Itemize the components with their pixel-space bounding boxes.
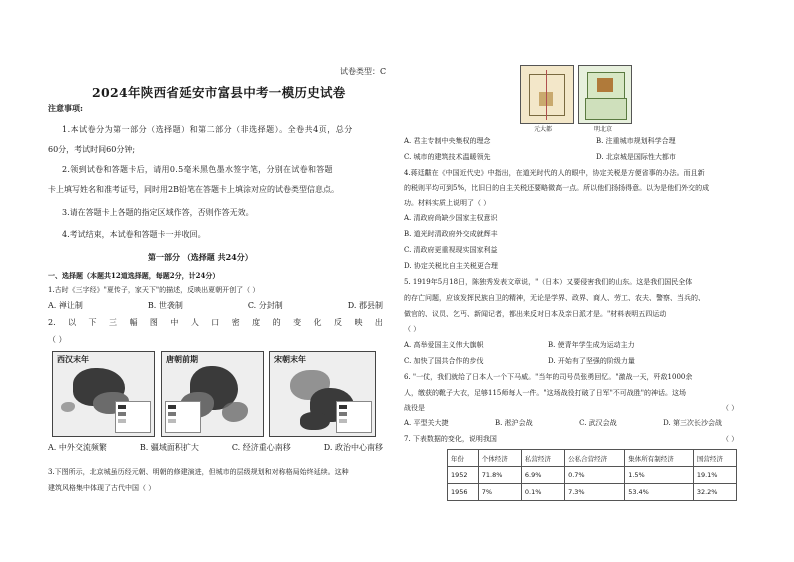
q1-option-c: C. 分封制 <box>247 301 283 310</box>
q2-stem-char: 反 <box>333 318 342 327</box>
q5-option-d: D. 开始有了坚强的阶级力量 <box>548 357 635 365</box>
q2-stem-char: 2. <box>48 318 56 327</box>
map-label-early-tang: 唐朝前期 <box>166 355 198 364</box>
page-title: 2024年陕西省延安市富县中考一模历史试卷 <box>92 85 346 100</box>
map-label-western-han: 西汉末年 <box>57 355 89 364</box>
q1-option-d: D. 郡县制 <box>347 301 383 310</box>
q4-option-d: D. 协定关税比自主关税更合理 <box>404 262 498 270</box>
q2-stem-char: 出 <box>374 318 383 327</box>
q6-stem-line3: 战役是 <box>404 404 425 412</box>
table-header-cell: 国营经济 <box>693 450 736 467</box>
table-cell: 19.1% <box>693 467 736 484</box>
q2-stem-char: 度 <box>252 318 261 327</box>
q1-stem: 1.古时《三字经》"夏传子，家天下"的描述，反映出夏朝开创了（ ） <box>48 286 260 294</box>
q6-stem-line1: 6. "一仗，我们就给了日本人一个下马威。"当年的司号员张勇回忆。"激战一天，歼敌1000余 <box>404 373 693 381</box>
q2-option-a: A. 中外交流频繁 <box>48 443 107 452</box>
q2-options <box>48 442 383 453</box>
note-3: 3.请在答题卡上各题的指定区域作答，否则作答无效。 <box>62 208 254 217</box>
q2-paren: （ ） <box>48 335 67 344</box>
table-header-cell: 个体经济 <box>478 450 521 467</box>
q2-stem-char: 口 <box>211 318 220 327</box>
image-label-yuan-dadu: 元大都 <box>534 126 553 133</box>
q4-stem-line3: 功。材料实质上说明了（ ） <box>404 199 491 207</box>
q4-option-c: C. 清政府更重视现实国家利益 <box>404 246 498 254</box>
q4-option-b: B. 道光时清政府外交成就辉丰 <box>404 230 498 238</box>
q2-option-b: B. 疆域面积扩大 <box>139 443 199 452</box>
table-cell: 1956 <box>448 484 479 501</box>
image-ming-beijing <box>578 65 632 124</box>
q2-option-c: C. 经济重心南移 <box>231 443 291 452</box>
map-legend <box>165 401 201 433</box>
table-cell: 1952 <box>448 467 479 484</box>
map-legend <box>336 401 372 433</box>
table-cell: 0.7% <box>565 467 625 484</box>
image-label-ming-beijing: 明北京 <box>594 126 613 133</box>
q3-stem-line2: 建筑风格集中体现了古代中国（ ） <box>48 484 156 492</box>
table-header-cell: 集体所有制经济 <box>625 450 694 467</box>
q4-option-a: A. 清政府尚缺少国家主权意识 <box>404 214 498 222</box>
table-cell: 32.2% <box>693 484 736 501</box>
q1-option-a: A. 禅让制 <box>48 301 83 310</box>
q2-stem-char: 的 <box>272 318 281 327</box>
q5-stem-line2: 的存亡问题，应该发挥民族自卫的精神，无论是学界、政界、商人、劳工、农夫、警察、当兵的、 <box>404 294 705 302</box>
q3-option-c: C. 城市的建筑技术温暖领先 <box>404 153 491 161</box>
image-yuan-dadu <box>520 65 574 124</box>
q2-stem-char: 以 <box>68 318 77 327</box>
q4-stem-line1: 4.蒋廷黻在《中国近代史》中指出，在道光时代的人的眼中，协定关税是方便省事的办法。而且新 <box>404 169 705 177</box>
q2-stem-char: 中 <box>170 318 179 327</box>
q1-options <box>48 300 383 311</box>
table-row <box>448 467 737 484</box>
map-late-song <box>269 351 376 437</box>
q1-option-b: B. 世袭制 <box>147 301 183 310</box>
q6-stem-line2: 人，缴获的靴子大衣，足够115师每人一件。"这场战役打破了日军"不可战胜"的神话。这场 <box>404 389 687 397</box>
part1-heading: 第一部分 （选择题 共24分） <box>148 252 253 262</box>
q2-stem-char: 密 <box>231 318 240 327</box>
q6-option-d: D. 第三次长沙会战 <box>663 419 722 427</box>
q2-option-d: D. 政治中心南移 <box>323 443 383 452</box>
q5-option-c: C. 加快了国共合作的步伐 <box>404 357 484 365</box>
table-cell: 7.3% <box>565 484 625 501</box>
q5-option-b: B. 使青年学生成为运动主力 <box>548 341 635 349</box>
q5-stem-line3: 做官的、议员、乞丐、新闻记者，都出来反对日本及亲日派才是。"材料表明五四运动 <box>404 310 667 318</box>
q6-option-c: C. 武汉会战 <box>579 419 617 427</box>
map-label-late-song: 宋朝末年 <box>274 355 306 364</box>
note-1a: 1.本试卷分为第一部分（选择题）和第二部分（非选择题）。全卷共4页，总分 <box>62 125 353 134</box>
q3-option-d: D. 北京城是国际性大都市 <box>596 153 676 161</box>
map-western-han <box>52 351 155 437</box>
table-header-cell: 年份 <box>448 450 479 467</box>
q2-stem-char: 人 <box>190 318 199 327</box>
q6-paren: （ ） <box>722 404 739 412</box>
note-1b: 60分，考试时间60分钟; <box>48 145 136 154</box>
economy-table <box>447 449 737 501</box>
note-2b: 卡上填写姓名和准考证号，同时用2B铅笔在答题卡上填涂对应的试卷类型信息点。 <box>48 185 339 194</box>
map-legend <box>115 401 151 433</box>
table-cell: 7% <box>478 484 521 501</box>
note-4: 4.考试结束，本试卷和答题卡一并收回。 <box>62 230 206 239</box>
q6-option-b: B. 淞沪会战 <box>495 419 533 427</box>
part1-subheading: 一、选择题（本题共12道选择题，每题2分，计24分） <box>48 271 220 280</box>
table-cell: 0.1% <box>521 484 564 501</box>
q5-stem-line1: 5. 1919年5月18日，陈独秀发表文章说，"（日本）又要侵害我们的山东。这是我们国民全体 <box>404 278 693 286</box>
table-row <box>448 484 737 501</box>
map-early-tang <box>161 351 264 437</box>
q6-options <box>404 419 722 428</box>
q2-stem-char: 幅 <box>129 318 138 327</box>
table-header-cell: 公私合营经济 <box>565 450 625 467</box>
q3-option-a: A. 君主专制中央集权的理念 <box>404 137 491 145</box>
q2-stem <box>48 317 383 328</box>
q7-paren: （ ） <box>722 435 739 443</box>
q2-stem-char: 化 <box>313 318 322 327</box>
q6-option-a: A. 平型关大捷 <box>404 419 449 427</box>
notes-heading: 注意事项: <box>48 103 83 113</box>
note-2a: 2.领到试卷和答题卡后，请用0.5毫米黑色墨水签字笔，分别在试卷和答题 <box>62 165 333 174</box>
q5-option-a: A. 高举爱国主义伟大旗帜 <box>404 341 484 349</box>
q2-stem-char: 图 <box>149 318 158 327</box>
q2-stem-char: 映 <box>354 318 363 327</box>
q3-stem-line1: 3.下图所示，北京城虽历经元朝、明朝的修建演进，但城市的层级规划和对称格局始终延续。这种 <box>48 468 349 476</box>
q2-stem-char: 下 <box>88 318 97 327</box>
q2-stem-char: 变 <box>293 318 302 327</box>
table-header-row <box>448 450 737 467</box>
q4-stem-line2: 的税则平均可到5%，比旧日的自主关税还要略微高一点。所以他们扬扬得意。以为是他们外交的成 <box>404 184 710 192</box>
table-header-cell: 私营经济 <box>521 450 564 467</box>
table-cell: 71.8% <box>478 467 521 484</box>
q2-stem-char: 三 <box>109 318 117 327</box>
exam-type-label: 试卷类型：C <box>340 67 387 76</box>
q5-paren: （ ） <box>404 325 421 333</box>
table-cell: 53.4% <box>625 484 694 501</box>
q7-stem: 7. 下表数据的变化，说明我国 <box>404 435 497 443</box>
table-cell: 1.5% <box>625 467 694 484</box>
table-cell: 6.9% <box>521 467 564 484</box>
q3-option-b: B. 注重城市规划科学合理 <box>596 137 676 145</box>
